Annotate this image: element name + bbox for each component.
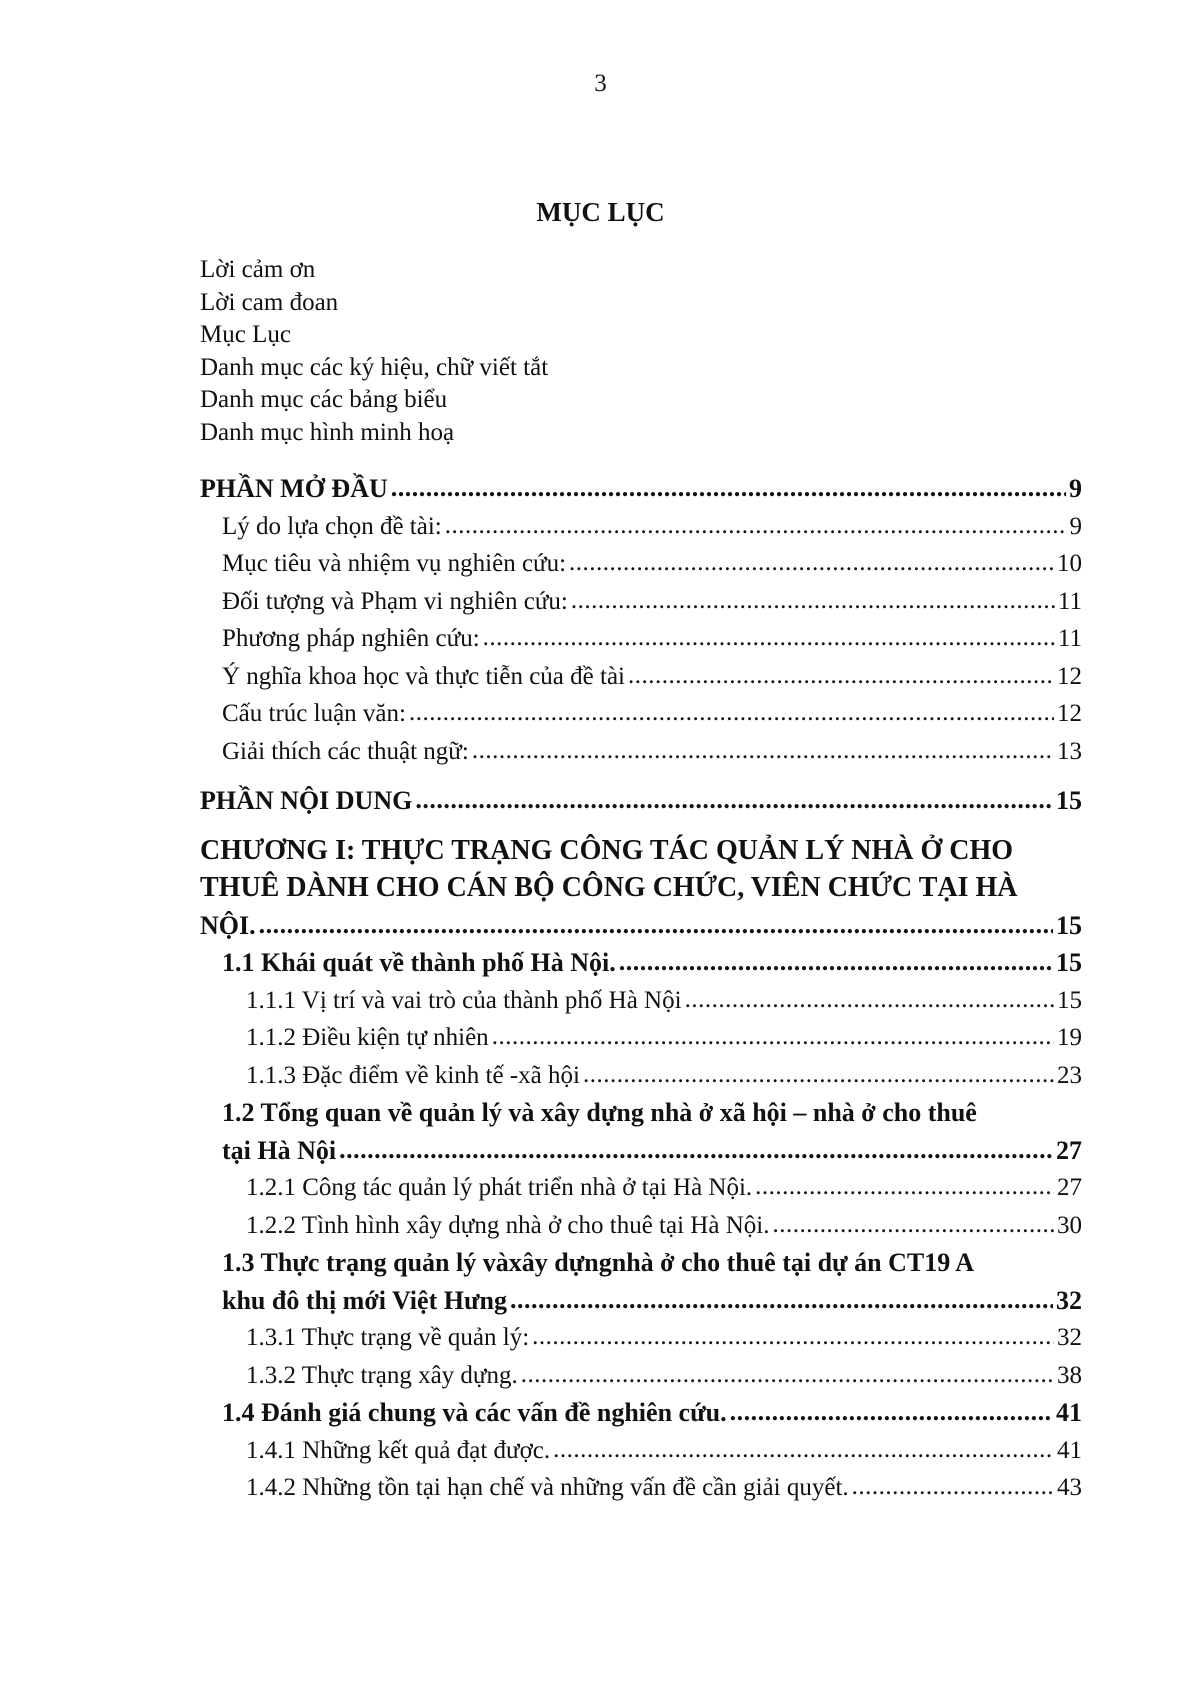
toc-entry-page: 41: [1057, 1436, 1082, 1464]
section-title-line: 1.3 Thực trạng quản lý vàxây dựngnhà ở cho thuê tại dự án CT19 A: [222, 1248, 975, 1277]
toc-entry-page: 32: [1056, 1285, 1082, 1315]
toc-entry-subsection[interactable]: [200, 1057, 1082, 1095]
toc-entry-phan-noi-dung[interactable]: [200, 782, 1082, 820]
section-title-last-line: [222, 1282, 1082, 1320]
page-number: 3: [594, 70, 607, 97]
toc-entry-page: 19: [1057, 1024, 1082, 1051]
toc-title: MỤC LỤC: [536, 197, 665, 227]
toc-entry-intro[interactable]: [200, 620, 1082, 658]
toc-entry-label: 1.1.2 Điều kiện tự nhiên: [246, 1024, 489, 1051]
toc-entry-page: 15: [1056, 948, 1082, 977]
dot-leader: [772, 1206, 1054, 1244]
toc-entry-label: 1.3.1 Thực trạng về quản lý:: [246, 1324, 530, 1351]
toc-entry-page: 9: [1069, 512, 1082, 540]
toc-entry-label: Cấu trúc luận văn:: [222, 700, 406, 727]
toc-entry-intro[interactable]: [200, 508, 1082, 546]
toc-entry-intro[interactable]: [200, 695, 1082, 733]
toc-entry-page: 38: [1057, 1361, 1082, 1389]
toc-entry-subsection[interactable]: [200, 982, 1082, 1020]
toc-entry-label: Ý nghĩa khoa học và thực tiễn của đề tài: [222, 662, 625, 690]
toc-entry-intro[interactable]: [200, 583, 1082, 621]
toc-entry-section-1-4[interactable]: [200, 1394, 1082, 1432]
chapter-title-line: THUÊ DÀNH CHO CÁN BỘ CÔNG CHỨC, VIÊN CHỨC TẠI HÀ: [200, 872, 1018, 903]
toc-entry-label: khu đô thị mới Việt Hưng: [222, 1285, 508, 1315]
front-matter-item: Mục Lục: [200, 321, 291, 349]
toc-entry-page: 27: [1056, 1135, 1082, 1165]
toc-entry-section-1-1[interactable]: [200, 944, 1082, 982]
toc-entry-intro[interactable]: [200, 545, 1082, 583]
toc-entry-intro[interactable]: [200, 658, 1082, 696]
dot-leader: [685, 981, 1054, 1019]
toc-entry-page: 27: [1057, 1174, 1082, 1201]
toc-entry-label: PHẦN NỘI DUNG: [200, 786, 413, 815]
toc-entry-label: tại Hà Nội: [222, 1135, 337, 1165]
toc-entry-subsection[interactable]: [200, 1432, 1082, 1470]
toc-entry-page: 11: [1057, 587, 1082, 615]
dot-leader: [259, 906, 1053, 944]
dot-leader: [483, 619, 1055, 657]
toc-entry-label: Đối tượng và Phạm vi nghiên cứu:: [222, 587, 568, 615]
dot-leader: [571, 582, 1055, 620]
toc-entry-page: 12: [1057, 662, 1082, 690]
front-matter-item: Danh mục các bảng biểu: [200, 386, 448, 414]
toc-entry-section-1-3[interactable]: [200, 1244, 1082, 1319]
toc-entry-label: 1.3.2 Thực trạng xây dựng.: [246, 1361, 518, 1389]
toc-entry-page: 15: [1057, 986, 1082, 1014]
toc-entry-subsection[interactable]: [200, 1207, 1082, 1245]
toc-entry-page: 9: [1069, 474, 1082, 503]
dot-leader: [521, 1356, 1054, 1394]
toc-entry-phan-mo-dau[interactable]: [200, 470, 1082, 508]
dot-leader: [510, 1281, 1053, 1319]
toc-entry-label: 1.2.2 Tình hình xây dựng nhà ở cho thuê tại Hà Nội.: [246, 1211, 770, 1239]
toc-entry-label: 1.2.1 Công tác quản lý phát triển nhà ở tại Hà Nội.: [246, 1174, 753, 1201]
toc-entry-label: Mục tiêu và nhiệm vụ nghiên cứu:: [222, 550, 567, 577]
dot-leader: [852, 1468, 1054, 1506]
dot-leader: [628, 657, 1054, 695]
toc-entry-page: 15: [1056, 910, 1082, 940]
dot-leader: [409, 694, 1054, 732]
toc-entry-subsection[interactable]: [200, 1169, 1082, 1207]
dot-leader: [583, 1056, 1054, 1094]
toc-entry-label: Phương pháp nghiên cứu:: [222, 625, 480, 652]
toc-entry-label: 1.1 Khái quát về thành phố Hà Nội.: [222, 948, 616, 977]
toc-entry-label: NỘI.: [200, 910, 256, 940]
table-of-contents: [200, 470, 1082, 1507]
toc-entry-label: 1.4.1 Những kết quả đạt được.: [246, 1436, 551, 1464]
toc-entry-subsection[interactable]: [200, 1319, 1082, 1357]
toc-entry-label: Lý do lựa chọn đề tài:: [222, 512, 442, 540]
toc-entry-page: 12: [1057, 700, 1082, 727]
toc-entry-label: 1.1.3 Đặc điểm về kinh tế -xã hội: [246, 1061, 580, 1089]
front-matter-item: Lời cảm ơn: [200, 256, 316, 283]
dot-leader: [391, 469, 1066, 507]
dot-leader: [472, 732, 1054, 770]
dot-leader: [415, 781, 1053, 819]
toc-entry-page: 41: [1056, 1398, 1082, 1427]
dot-leader: [755, 1168, 1054, 1206]
dot-leader: [619, 943, 1053, 981]
toc-entry-label: PHẦN MỞ ĐẦU: [200, 474, 388, 503]
toc-entry-subsection[interactable]: [200, 1019, 1082, 1057]
front-matter-item: Danh mục hình minh hoạ: [200, 418, 455, 446]
dot-leader: [730, 1393, 1053, 1431]
toc-entry-chapter-1[interactable]: [200, 832, 1082, 945]
toc-entry-subsection[interactable]: [200, 1357, 1082, 1395]
section-title-line: 1.2 Tổng quan về quản lý và xây dựng nhà ở xã hội – nhà ở cho thuê: [222, 1098, 977, 1127]
dot-leader: [553, 1431, 1054, 1469]
section-title-last-line: [222, 1132, 1082, 1170]
toc-entry-page: 30: [1057, 1211, 1082, 1239]
dot-leader: [492, 1018, 1054, 1056]
front-matter-list: [200, 254, 548, 450]
dot-leader: [569, 544, 1054, 582]
toc-entry-label: 1.4.2 Những tồn tại hạn chế và những vấn đề cần giải quyết.: [246, 1474, 849, 1501]
toc-entry-intro[interactable]: [200, 733, 1082, 771]
front-matter-item: Danh mục các ký hiệu, chữ viết tắt: [200, 353, 549, 381]
toc-entry-label: Giải thích các thuật ngữ:: [222, 737, 469, 765]
dot-leader: [339, 1131, 1053, 1169]
toc-entry-page: 13: [1057, 737, 1082, 765]
toc-entry-section-1-2[interactable]: [200, 1094, 1082, 1169]
toc-entry-label: 1.4 Đánh giá chung và các vấn đề nghiên cứu.: [222, 1398, 727, 1427]
chapter-title-last-line: [200, 907, 1082, 945]
toc-entry-label: 1.1.1 Vị trí và vai trò của thành phố Hà Nội: [246, 986, 682, 1014]
toc-entry-page: 10: [1057, 550, 1082, 577]
toc-entry-page: 43: [1057, 1474, 1082, 1501]
toc-entry-subsection[interactable]: [200, 1469, 1082, 1507]
toc-entry-page: 32: [1057, 1324, 1082, 1351]
toc-entry-page: 11: [1057, 625, 1082, 652]
front-matter-item: Lời cam đoan: [200, 288, 339, 316]
dot-leader: [532, 1318, 1054, 1356]
dot-leader: [445, 507, 1067, 545]
toc-entry-page: 23: [1057, 1061, 1082, 1089]
toc-entry-page: 15: [1056, 786, 1082, 815]
chapter-title-line: CHƯƠNG I: THỰC TRẠNG CÔNG TÁC QUẢN LÝ NHÀ Ở CHO: [200, 834, 1014, 866]
